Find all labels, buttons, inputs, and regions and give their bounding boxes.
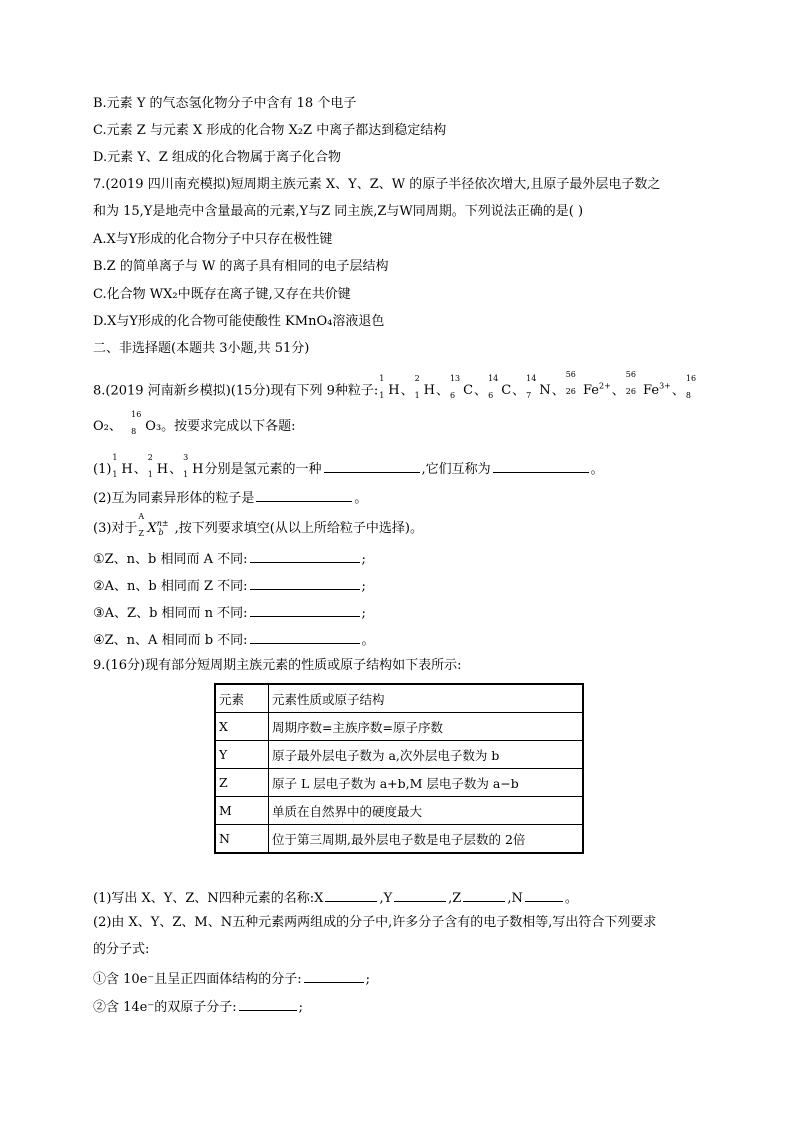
table-cell-element: Z [215, 769, 269, 797]
q8-sub4-text: ④Z、n、A 相同而 b 不同: [93, 633, 248, 648]
answer-blank[interactable] [239, 996, 297, 1011]
isotope-h3: 3 1 H [183, 453, 204, 479]
q8-p1-prefix: (1) [93, 462, 112, 477]
q8-sub1-text: ①Z、n、b 相同而 A 不同: [93, 552, 248, 567]
q9-p1-text: (1)写出 X、Y、Z、N四种元素的名称:X [93, 891, 324, 906]
table-row [215, 797, 583, 825]
q8-sub2-text: ②A、n、b 相同而 Z 不同: [93, 579, 248, 594]
answer-blank[interactable] [250, 548, 360, 563]
q6-option-b: B.元素 Y 的气态氢化物分子中含有 18 个电子 [93, 96, 357, 111]
answer-blank[interactable] [256, 487, 352, 502]
period: 。 [361, 633, 375, 648]
table-cell-property: 位于第三周期,最外层电子数是电子层数的 2倍 [269, 825, 584, 854]
semicolon: ; [361, 579, 366, 594]
semicolon: ; [361, 606, 366, 621]
particle-fe2: 56 26 $Fe^{2+}$ [565, 370, 611, 399]
q9-p1-end: 。 [564, 891, 578, 906]
answer-blank[interactable] [250, 575, 360, 590]
particle-o2: O₂、 [93, 419, 122, 434]
answer-blank[interactable] [463, 887, 505, 902]
particle-h2: 2 1 H [414, 374, 435, 401]
q8-part2 [93, 487, 367, 508]
table-cell-property: 周期序数=主族序数=原子序数 [269, 713, 584, 741]
q9-p1-y: ,Y [379, 891, 393, 906]
q7-option-a: A.X与Y形成的化合物分子中只存在极性键 [93, 232, 333, 247]
particle-n14: 14 7 N [526, 374, 551, 401]
q9-sub2 [93, 996, 303, 1017]
table-row [215, 713, 583, 741]
q8-p3-text: (3)对于 [93, 521, 138, 536]
q8-sub2 [93, 575, 366, 596]
particle-o3: 16 8 [131, 410, 142, 436]
q8-sub4 [93, 629, 375, 650]
q8-p2-text: (2)互为同素异形体的粒子是 [93, 491, 255, 506]
element-properties-table [214, 683, 584, 854]
answer-blank[interactable] [525, 887, 563, 902]
q6-option-c: C.元素 Z 与元素 X 形成的化合物 X₂Z 中离子都达到稳定结构 [93, 123, 447, 138]
q8-intro-line: 8.(2019 河南新乡模拟)(15分)现有下列 9种粒子: 1 1 H、 2 1 H、 13 6 C、 14 6 C、 14 7 N、 56 26 $Fe^{2+}$、 56 26 $Fe^{3+}$、 16 8 [93, 378, 700, 400]
q9-part2-line2: 的分子式: [93, 942, 150, 957]
particle-o2-prefix: 16 8 [685, 374, 697, 401]
q8-p2-end: 。 [354, 491, 368, 506]
q9-p1-z: ,Z [448, 891, 462, 906]
particle-c13: 13 6 C [449, 374, 474, 401]
q7-stem-line1: 7.(2019 四川南充模拟)短周期主族元素 X、Y、Z、W 的原子半径依次增大,且原子最外层电子数之 [93, 177, 661, 192]
q8-sub3 [93, 602, 366, 623]
q7-option-b: B.Z 的简单离子与 W 的离子具有相同的电子层结构 [93, 259, 389, 274]
q6-option-d: D.元素 Y、Z 组成的化合物属于离子化合物 [93, 150, 341, 165]
answer-blank[interactable] [325, 887, 377, 902]
q7-stem-line2: 和为 15,Y是地壳中含量最高的元素,Y与Z 同主族,Z与W同周期。下列说法正确的是( ) [93, 204, 584, 219]
particle-fe3: 56 26 $Fe^{3+}$ [625, 370, 671, 399]
table-cell-property: 原子 L 层电子数为 a+b,M 层电子数为 a−b [269, 769, 584, 797]
q7-option-c: C.化合物 WX₂中既存在离子键,又存在共价键 [93, 287, 351, 302]
answer-blank[interactable] [250, 602, 360, 617]
isotope-h1: 1 1 H [112, 453, 133, 479]
q7-option-d: D.X与Y形成的化合物可能使酸性 KMnO₄溶液退色 [93, 314, 385, 329]
answer-blank[interactable] [394, 887, 446, 902]
table-cell-element: Y [215, 741, 269, 769]
semicolon: ; [365, 972, 371, 987]
answer-blank[interactable] [324, 458, 420, 473]
q8-p1-end: 。 [590, 462, 604, 477]
q8-intro: 8.(2019 河南新乡模拟)(15分)现有下列 9种粒子: [93, 383, 379, 399]
table-header-cell: 元素 [215, 684, 269, 713]
q8-p1-mid: 分别是氢元素的一种 [204, 462, 322, 477]
semicolon: ; [361, 552, 366, 567]
table-row [215, 825, 583, 854]
q9-p1-n: ,N [507, 891, 523, 906]
table-cell-property: 单质在自然界中的硬度最大 [269, 797, 584, 825]
table-cell-property: 原子最外层电子数为 a,次外层电子数为 b [269, 741, 584, 769]
table-row [215, 769, 583, 797]
section2-title: 二、非选择题(本题共 3小题,共 51分) [93, 341, 310, 356]
q9-part1 [93, 887, 578, 908]
semicolon: ; [298, 1000, 304, 1015]
table-row [215, 741, 583, 769]
q8-sub3-text: ③A、Z、b 相同而 n 不同: [93, 606, 248, 621]
answer-blank[interactable] [304, 968, 364, 983]
q9-sub2-text: ②含 14e⁻的双原子分子: [93, 1000, 237, 1015]
q9-sub1 [93, 968, 370, 989]
q8-sub1 [93, 548, 366, 569]
particle-c14: 14 6 C [488, 374, 512, 401]
q8-p3-end: ,按下列要求填空(从以上所给粒子中选择)。 [174, 521, 423, 536]
q9-sub1-text: ①含 10e⁻且呈正四面体结构的分子: [93, 972, 302, 987]
q8-part1: (1) 1 1 H、 2 1 H、 3 1 H分别是氢元素的一种 ,它们互称为 。 [93, 453, 604, 479]
particle-h1: 1 1 H [379, 374, 400, 401]
q8-particles-line2 [93, 410, 296, 436]
q9-part2-line1: (2)由 X、Y、Z、M、N五种元素两两组成的分子中,许多分子含有的电子数相等,写出符合下列要求 [93, 915, 657, 930]
table-cell-element: M [215, 797, 269, 825]
q8-p1-mid2: ,它们互称为 [421, 462, 491, 477]
answer-blank[interactable] [250, 629, 360, 644]
q9-intro: 9.(16分)现有部分短周期主族元素的性质或原子结构如下表所示: [93, 658, 462, 673]
formula-azx: A Z $X^{n\pm}_b$ [138, 512, 169, 538]
table-cell-element: N [215, 825, 269, 854]
table-header-row [215, 684, 583, 713]
table-cell-element: X [215, 713, 269, 741]
q8-part3 [93, 512, 423, 539]
table-header-cell: 元素性质或原子结构 [269, 684, 584, 713]
isotope-h2: 2 1 H [147, 453, 169, 479]
q8-particles-end: O₃。按要求完成以下各题: [145, 419, 296, 434]
answer-blank[interactable] [493, 458, 589, 473]
